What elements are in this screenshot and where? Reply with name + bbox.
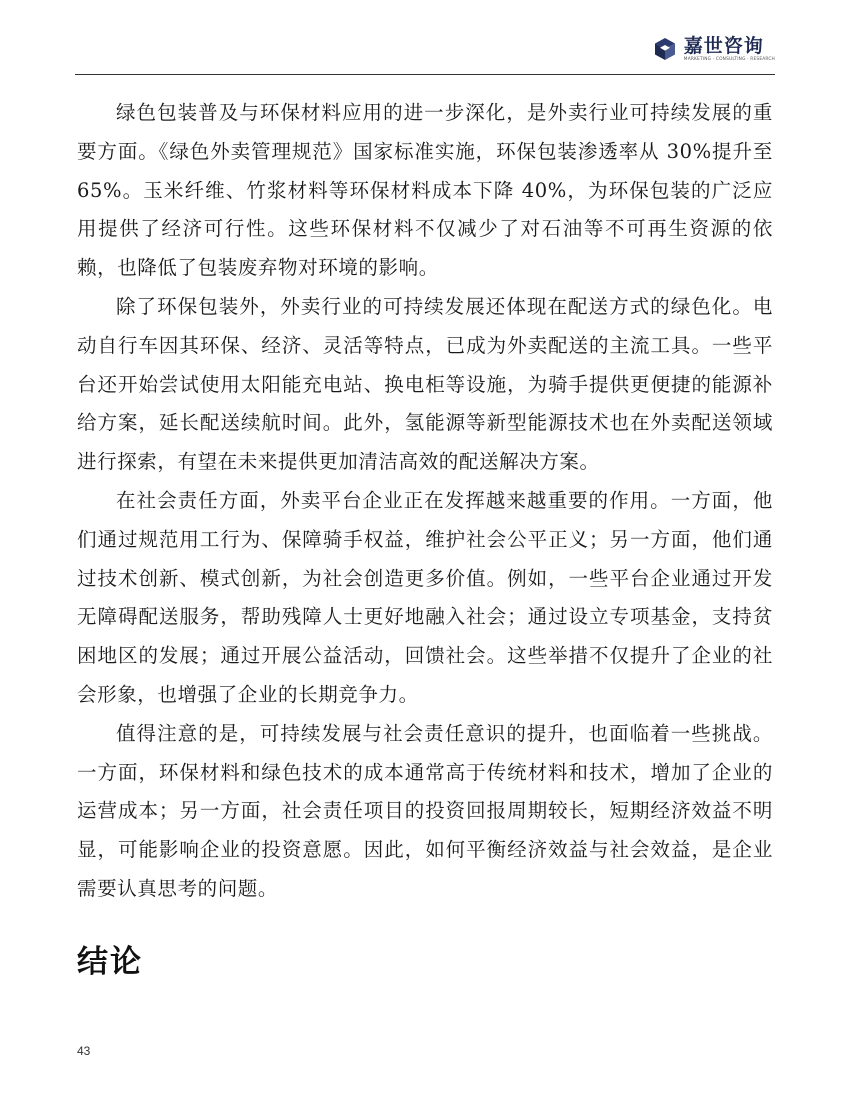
- body-paragraph: 值得注意的是，可持续发展与社会责任意识的提升，也面临着一些挑战。一方面，环保材料和绿色技术的成本通常高于传统材料和技术，增加了企业的运营成本；另一方面，社会责任项目的投资回报周期较长，短期经济效益不明显，可能影响企业的投资意愿。因此，如何平衡经济效益与社会效益，是企业需要认真思考的问题。: [77, 721, 773, 900]
- page-header: [75, 28, 775, 75]
- body-paragraph: 除了环保包装外，外卖行业的可持续发展还体现在配送方式的绿色化。电动自行车因其环保、经济、灵活等特点，已成为外卖配送的主流工具。一些平台还开始尝试使用太阳能充电站、换电柜等设施，为骑手提供更便捷的能源补给方案，延长配送续航时间。此外，氢能源等新型能源技术也在外卖配送领域进行探索，有望在未来提供更加清洁高效的配送解决方案。: [77, 294, 773, 474]
- brand-name: 嘉世咨询: [683, 35, 764, 57]
- page-number: 43: [77, 1044, 91, 1058]
- article-body: [77, 94, 773, 909]
- body-paragraph: 绿色包装普及与环保材料应用的进一步深化，是外卖行业可持续发展的重要方面。《绿色外卖管理规范》国家标准实施，环保包装渗透率从 30%提升至 65%。玉米纤维、竹浆材料等环保材料成本下降 40%，为环保包装的广泛应用提供了经济可行性。这些环保材料不仅减少了对石油等不可再生资源的依赖，也降低了包装废弃物对环境的影响。: [77, 101, 773, 280]
- body-paragraph: 在社会责任方面，外卖平台企业正在发挥越来越重要的作用。一方面，他们通过规范用工行为、保障骑手权益，维护社会公平正义；另一方面，他们通过技术创新、模式创新，为社会创造更多价值。例如，一些平台企业通过开发无障碍配送服务，帮助残障人士更好地融入社会；通过设立专项基金，支持贫困地区的发展；通过开展公益活动，回馈社会。这些举措不仅提升了企业的社会形象，也增强了企业的长期竞争力。: [77, 488, 773, 706]
- brand-logo: [652, 36, 775, 62]
- cube-logo-icon: [652, 36, 678, 62]
- section-heading: 结论: [77, 944, 143, 980]
- brand-tagline: MARKETING · CONSULTING · RESEARCH: [683, 57, 775, 62]
